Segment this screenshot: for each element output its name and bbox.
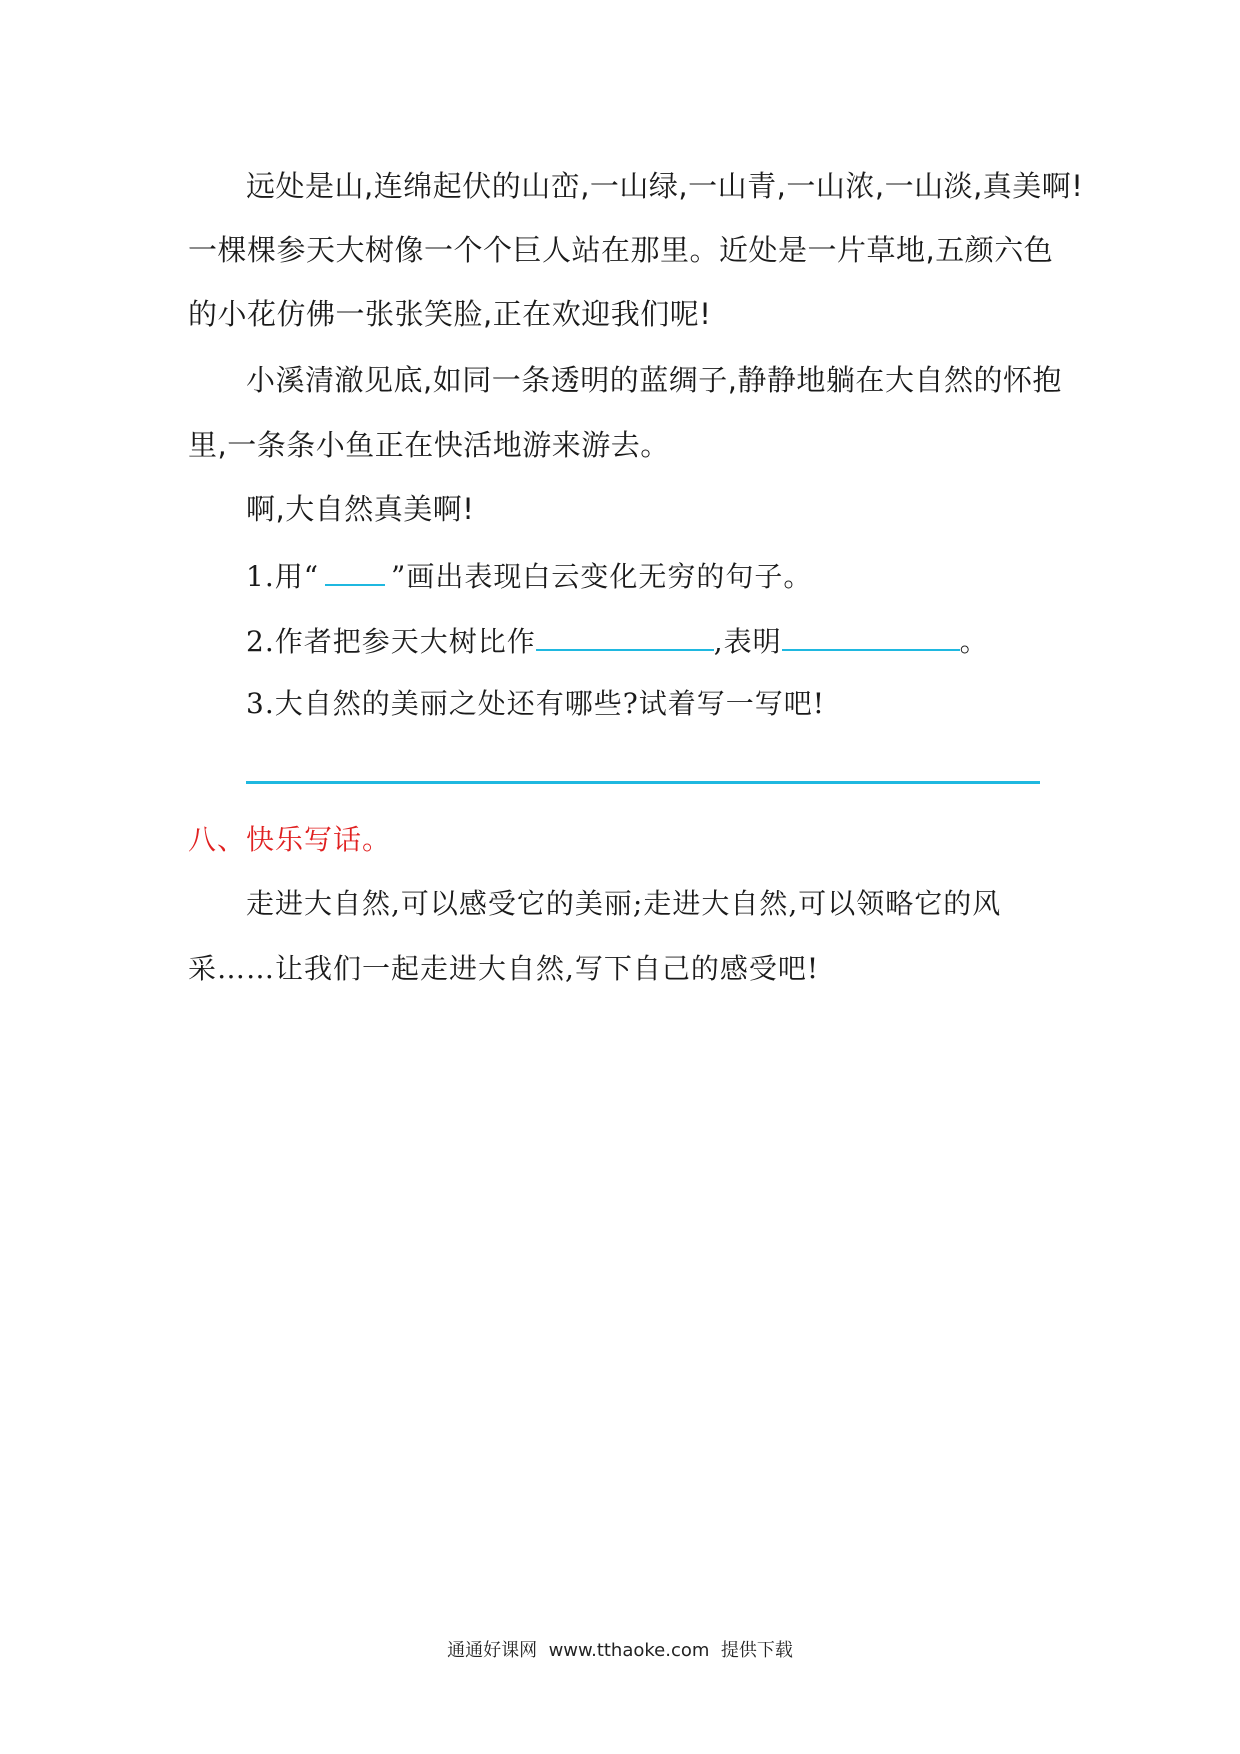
- question-2: [246, 619, 989, 662]
- section-8-line2: 采……让我们一起走进大自然,写下自己的感受吧!: [188, 952, 820, 985]
- question-3-answer-line[interactable]: [246, 781, 1040, 784]
- question-1-suffix: ”画出表现白云变化无穷的句子。: [391, 560, 813, 593]
- passage-para1-line2: 一棵棵参天大树像一个个巨人站在那里。近处是一片草地,五颜六色: [188, 233, 1054, 267]
- question-3: 3.大自然的美丽之处还有哪些?试着写一写吧!: [246, 687, 825, 720]
- passage-para1-line1: 远处是山,连绵起伏的山峦,一山绿,一山青,一山浓,一山淡,真美啊!: [246, 169, 1084, 203]
- footer-credit: 通通好课网 www.tthaoke.com 提供下载: [447, 1640, 793, 1661]
- passage-para3-line1: 啊,大自然真美啊!: [246, 492, 475, 526]
- section-8-line1: 走进大自然,可以感受它的美丽;走进大自然,可以领略它的风: [246, 887, 1002, 920]
- question-1-prefix: 1.用“: [246, 560, 320, 593]
- section-8-title: 八、快乐写话。: [188, 823, 392, 856]
- question-1-underline-sample: [325, 554, 385, 586]
- question-1: [246, 554, 812, 597]
- question-2-blank-2[interactable]: [782, 619, 960, 651]
- question-2-middle: ,表明: [713, 625, 782, 658]
- passage-para1-line3: 的小花仿佛一张张笑脸,正在欢迎我们呢!: [188, 297, 712, 331]
- question-2-suffix: 。: [959, 625, 989, 658]
- question-2-prefix: 2.作者把参天大树比作: [246, 625, 536, 658]
- passage-para2-line2: 里,一条条小鱼正在快活地游来游去。: [188, 428, 670, 462]
- question-2-blank-1[interactable]: [536, 619, 714, 651]
- passage-para2-line1: 小溪清澈见底,如同一条透明的蓝绸子,静静地躺在大自然的怀抱: [246, 363, 1062, 397]
